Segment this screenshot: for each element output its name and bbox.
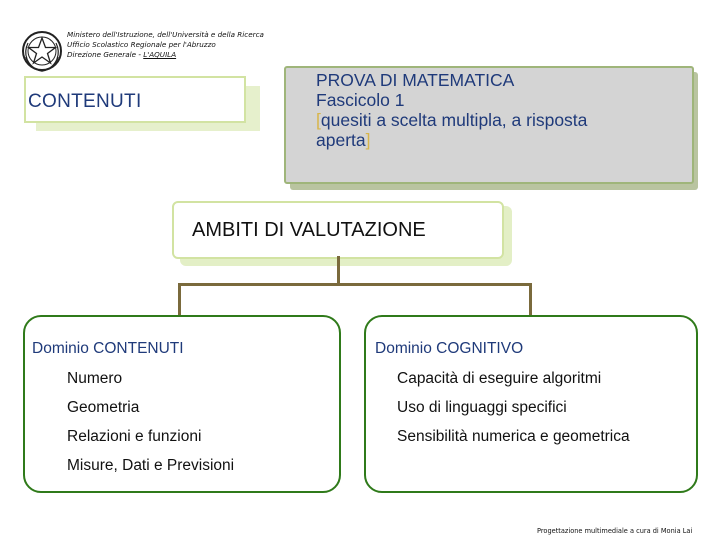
list-item: Geometria [67, 399, 140, 416]
prova-title: PROVA DI MATEMATICA [316, 70, 515, 90]
dominio-cognitivo-title: Dominio COGNITIVO [375, 340, 524, 357]
dominio-contenuti-title: Dominio CONTENUTI [32, 340, 184, 357]
footer-credit: Progettazione multimediale a cura di Monia Lai [537, 527, 693, 535]
connector-left-drop [178, 283, 181, 317]
list-item: Sensibilità numerica e geometrica [397, 428, 630, 445]
list-item: Uso di linguaggi specifici [397, 399, 567, 416]
header-city: L'AQUILA [143, 50, 177, 60]
connector-vertical-main [337, 256, 340, 285]
header-direction-prefix: Direzione Generale - [67, 50, 144, 60]
ambiti-label: AMBITI DI VALUTAZIONE [192, 219, 426, 241]
connector-right-drop [529, 283, 532, 317]
list-item: Relazioni e funzioni [67, 428, 202, 445]
prova-desc-text: quesiti a scelta multipla, a risposta [320, 110, 588, 130]
header-text [67, 30, 264, 61]
prova-text [316, 70, 587, 150]
prova-desc-text2: aperta [316, 130, 366, 150]
prova-desc-line2 [316, 130, 587, 150]
header-ministry: Ministero dell'Istruzione, dell'Università e della Ricerca [67, 30, 264, 39]
bracket-open: [ [316, 110, 321, 130]
prova-fascicolo: Fascicolo 1 [316, 90, 405, 110]
bracket-close: ] [365, 130, 371, 150]
list-item: Misure, Dati e Previsioni [67, 457, 235, 474]
connector-horizontal [178, 283, 532, 286]
contenuti-label: CONTENUTI [28, 91, 142, 112]
header-office: Ufficio Scolastico Regionale per l'Abruzzo [67, 40, 216, 50]
list-item: Capacità di eseguire algoritmi [397, 370, 602, 387]
header-direction [67, 50, 264, 60]
prova-desc-line1 [316, 110, 587, 130]
italian-republic-emblem-icon [20, 27, 64, 75]
list-item: Numero [67, 370, 123, 387]
